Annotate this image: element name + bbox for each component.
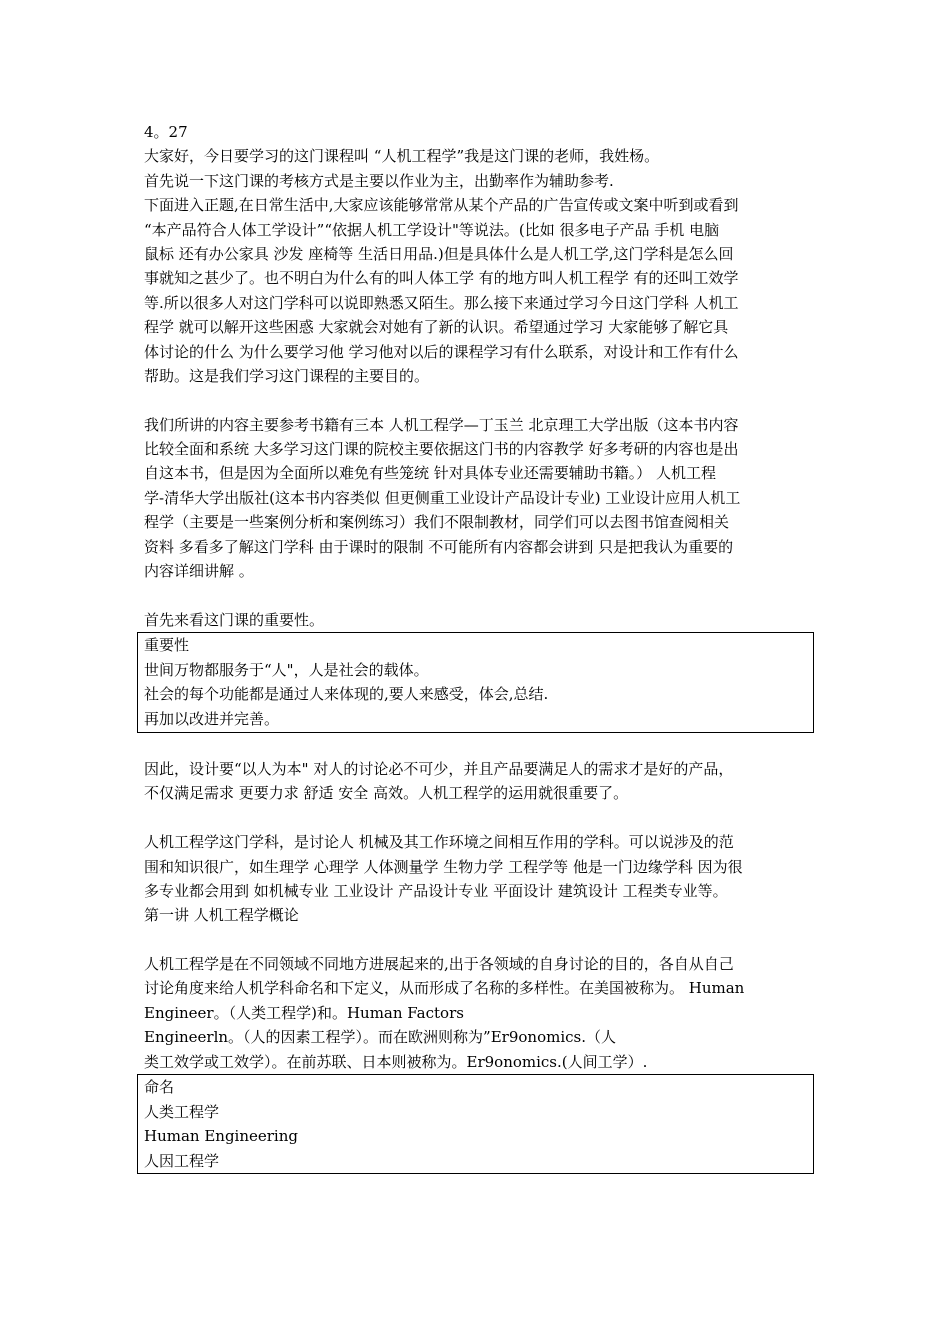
text-line: 人机工程学是在不同领域不同地方进展起来的,出于各领域的自身讨论的目的，各自从自己 <box>144 955 734 974</box>
references-paragraph <box>144 413 812 584</box>
box-line: Human Engineering <box>144 1127 298 1146</box>
document-page <box>144 120 812 1174</box>
text-line: 人机工程学这门学科，是讨论人 机械及其工作环境之间相互作用的学科。可以说涉及的范 <box>144 833 734 852</box>
text-line: 类工效学或工效学）。在前苏联、日本则被称为。Er9onomics.(人间工学）. <box>144 1052 648 1071</box>
date-line: 4。27 <box>144 123 188 141</box>
text-line: “本产品符合人体工学设计”“依据人机工学设计"等说法。(比如 很多电子产品 手机 电脑 <box>144 220 720 239</box>
text-line: 等.所以很多人对这门学科可以说即熟悉又陌生。那么接下来通过学习今日这门学科 人机工 <box>144 293 739 312</box>
box-line: 人因工程学 <box>144 1151 220 1170</box>
box-line: 世间万物都服务于“人"，人是社会的载体。 <box>144 660 429 679</box>
naming-box <box>137 1074 814 1174</box>
paragraph-gap <box>144 928 812 952</box>
text-line: 资料 多看多了解这门学科 由于课时的限制 不可能所有内容都会讲到 只是把我认为重要的 <box>144 537 734 556</box>
discipline-paragraph <box>144 830 812 928</box>
text-line: 程学 就可以解开这些困惑 大家就会对她有了新的认识。希望通过学习 大家能够了解它具 <box>144 318 729 337</box>
text-line: 讨论角度来给人机学科命名和下定义，从而形成了名称的多样性。在美国被称为。 Human <box>144 979 745 998</box>
text-line: 体讨论的什么 为什么要学习他 学习他对以后的课程学习有什么联系，对设计和工作有什么 <box>144 342 739 361</box>
box-heading: 重要性 <box>144 636 190 655</box>
text-line: 围和知识很广，如生理学 心理学 人体测量学 生物力学 工程学等 他是一门边缘学科 因为很 <box>144 857 743 876</box>
box-line: 社会的每个功能都是通过人来体现的,要人来感受，体会,总结. <box>144 685 549 704</box>
text-line: 因此，设计要“以人为本" 对人的讨论必不可少，并且产品要满足人的需求才是好的产品， <box>144 759 734 778</box>
box-line: 人类工程学 <box>144 1102 220 1121</box>
text-line: 不仅满足需求 更要力求 舒适 安全 高效。人机工程学的运用就很重要了。 <box>144 784 629 803</box>
lecture-heading: 第一讲 人机工程学概论 <box>144 906 299 925</box>
text-line: Engineerln。（人的因素工程学）。而在欧洲则称为”Er9onomics.（人 <box>144 1028 616 1047</box>
text-line: 首先说一下这门课的考核方式是主要以作业为主，出勤率作为辅助参考. <box>144 171 614 190</box>
text-line: 比较全面和系统 大多学习这门课的院校主要依据这门书的内容教学 好多考研的内容也是出 <box>144 440 739 459</box>
importance-intro: 首先来看这门课的重要性。 <box>144 610 325 629</box>
text-line: 事就知之甚少了。也不明白为什么有的叫人体工学 有的地方叫人机工程学 有的还叫工效学 <box>144 269 739 288</box>
text-line: 我们所讲的内容主要参考书籍有三本 人机工程学—丁玉兰 北京理工大学出版（这本书内容 <box>144 415 739 434</box>
paragraph-gap <box>144 733 812 757</box>
paragraph-gap <box>144 388 812 412</box>
text-line: 帮助。这是我们学习这门课程的主要目的。 <box>144 366 430 385</box>
paragraph-gap <box>144 583 812 607</box>
importance-box <box>137 632 814 732</box>
text-line: 大家好，今日要学习的这门课程叫 “人机工程学”我是这门课的老师，我姓杨。 <box>144 147 660 166</box>
paragraph-gap <box>144 806 812 830</box>
text-line: 下面进入正题,在日常生活中,大家应该能够常常从某个产品的广告宣传或文案中听到或看到 <box>144 196 739 215</box>
text-line: 多专业都会用到 如机械专业 工业设计 产品设计专业 平面设计 建筑设计 工程类专业等。 <box>144 881 728 900</box>
design-paragraph <box>144 757 812 806</box>
text-line: 学-清华大学出版社(这本书内容类似 但更侧重工业设计产品设计专业) 工业设计应用人机工 <box>144 488 741 507</box>
text-line: 内容详细讲解 。 <box>144 562 254 581</box>
intro-paragraph <box>144 144 812 388</box>
text-line: 自这本书，但是因为全面所以难免有些笼统 针对具体专业还需要辅助书籍。） 人机工程 <box>144 464 717 483</box>
box-line: 再加以改进并完善。 <box>144 709 280 728</box>
text-line: 鼠标 还有办公家具 沙发 座椅等 生活日用品.)但是具体什么是人机工学,这门学科是怎么回 <box>144 244 734 263</box>
text-line: Engineer。（人类工程学)和。Human Factors <box>144 1003 464 1022</box>
box-heading: 命名 <box>144 1078 175 1097</box>
text-line: 程学（主要是一些案例分析和案例练习）我们不限制教材，同学们可以去图书馆查阅相关 <box>144 513 730 532</box>
naming-paragraph <box>144 952 812 1074</box>
